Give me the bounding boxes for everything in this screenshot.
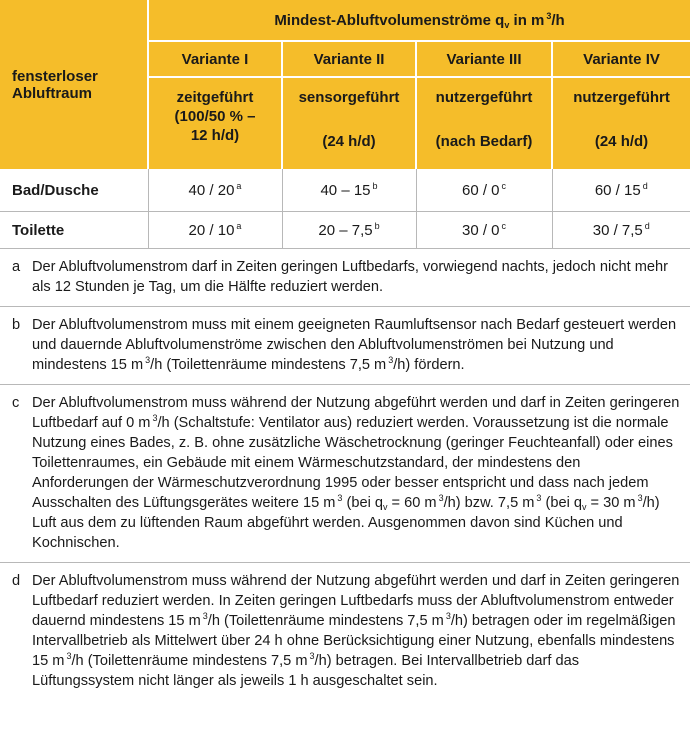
table-row — [0, 169, 690, 212]
footnote-a — [0, 249, 690, 307]
table-title: Mindest-Abluftvolumenströme $q_v$ in m $^3$/h — [148, 0, 690, 41]
variant-3-header: Variante III — [416, 41, 552, 77]
footnote-mark: b — [12, 317, 21, 333]
footnote-d — [0, 563, 690, 700]
variant-1-header: Variante I — [148, 41, 282, 77]
row-label: Bad/Dusche — [0, 169, 148, 212]
ventilation-table — [0, 0, 690, 249]
table-cell: 30 / 0 $^c$ — [416, 212, 552, 249]
footnote-text: Der Abluftvolumenstrom muss mit einem geeigneten Raumluftsensor nach Bedarf gesteuert werden und dauernde Abluftvolumenströme zwischen den Abluftvolumenströmen bei Nutzung und mindestens 15 m $^3$/h (Toilettenräume mindestens 7,5 m $^3$/h) fördern. — [32, 317, 677, 373]
table-row — [0, 212, 690, 249]
footnote-text: Der Abluftvolumenstrom muss während der Nutzung abgeführt werden und darf in Zeiten geringeren Luftbedarf auf 0 m $^3$/h (Schaltstufe: Ventilator aus) reduziert werden. Voraussetzung ist die normale Nutzung eines Bades, z. B. ohne zusätzliche Wäschetrocknung (geringer Feuchteanfall) oder eines Toilettenraumes, ein Gebäude mit einem Wärmeschutzstandard, der mindestens den Anforderungen der Wärmeschutzverordnung 1995 oder besser entspricht und dass nach jedem Ausschalten des Lüftungsgerätes weitere 15 m $^3$ (bei $q_v = 60$ m $^3$/h) bzw. 7,5 m $^3$ (bei $q_v = 30$ m $^3$/h) Luft aus dem zu lüftenden Raum abgeführt werden. Ausgenommen davon sind Küchen und Kochnischen. — [32, 395, 680, 551]
variant-2-mode: sensorgeführt (24 h/d) — [282, 77, 416, 169]
row-label: Toilette — [0, 212, 148, 249]
variant-4-header: Variante IV — [552, 41, 690, 77]
footnote-b — [0, 307, 690, 385]
footnote-text: Der Abluftvolumenstrom muss während der Nutzung abgeführt werden und darf in Zeiten geringeren Luftbedarf reduziert werden. In Zeiten geringen Luftbedarfs muss der Abluftvolumenstrom entweder dauernd mindestens 15 m $^3$/h (Toilettenräume mindestens 7,5 m $^3$/h) betragen oder im regelmäßigen Intervallbetrieb als Mittelwert über 24 h ohne Berücksichtigung einer Nutzung, ebenfalls mindestens 15 m $^3$/h (Toilettenräume mindestens 7,5 m $^3$/h) betragen. Bei Intervallbetrieb darf das Lüftungssystem nicht länger als jeweils 1 h ausgeschaltet sein. — [32, 573, 680, 689]
table-cell: 60 / 15 $^d$ — [552, 169, 690, 212]
footnote-mark: a — [12, 259, 21, 275]
variant-3-mode: nutzergeführt (nach Bedarf) — [416, 77, 552, 169]
table-cell: 20 – 7,5 $^b$ — [282, 212, 416, 249]
row-label-header: fensterloser Abluftraum — [0, 0, 148, 169]
variant-1-mode: zeitgeführt (100/50 % – 12 h/d) — [148, 77, 282, 169]
table-cell: 30 / 7,5 $^d$ — [552, 212, 690, 249]
table-cell: 40 / 20 $^a$ — [148, 169, 282, 212]
table-cell: 60 / 0 $^c$ — [416, 169, 552, 212]
variant-2-header: Variante II — [282, 41, 416, 77]
table-cell: 20 / 10 $^a$ — [148, 212, 282, 249]
footnote-mark: d — [12, 573, 21, 589]
footnote-text: Der Abluftvolumenstrom darf in Zeiten geringen Luftbedarfs, vorwiegend nachts, jedoch nicht mehr als 12 Stunden je Tag, um die Hälfte reduziert werden. — [32, 259, 668, 295]
footnote-mark: c — [12, 395, 20, 411]
table-cell: 40 – 15 $^b$ — [282, 169, 416, 212]
variant-4-mode: nutzergeführt (24 h/d) — [552, 77, 690, 169]
footnote-c — [0, 385, 690, 563]
